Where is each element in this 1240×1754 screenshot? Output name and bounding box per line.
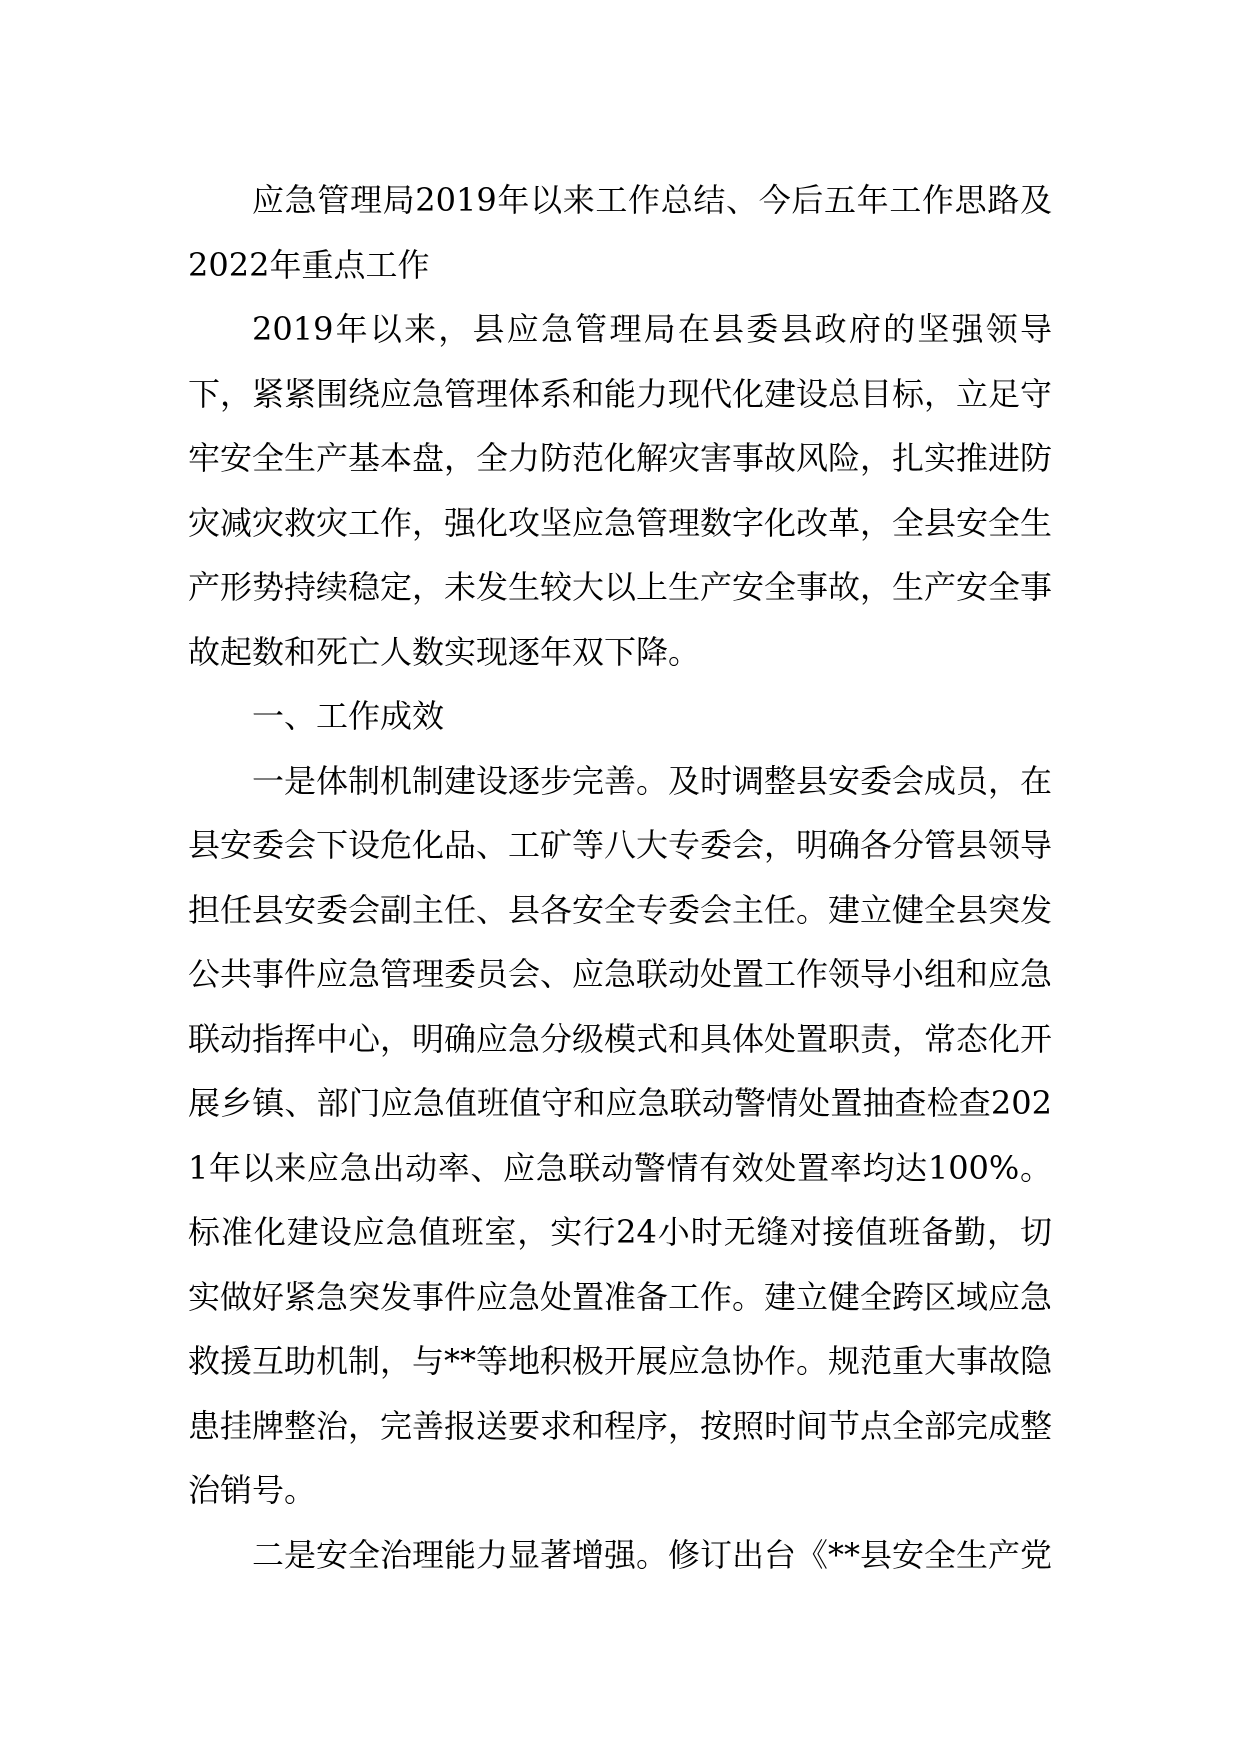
document-body <box>188 168 1052 1587</box>
document-title: 应急管理局2019年以来工作总结、今后五年工作思路及2022年重点工作 <box>188 181 1052 284</box>
section-heading: 一、工作成效 <box>252 697 445 735</box>
paragraph-institutional-mechanism: 一是体制机制建设逐步完善。及时调整县安委会成员，在县安委会下设危化品、工矿等八大专委会，明确各分管县领导担任县安委会副主任、县各安全专委会主任。建立健全县突发公共事件应急管理委员会、应急联动处置工作领导小组和应急联动指挥中心，明确应急分级模式和具体处置职责，常态化开展乡镇、部门应急值班值守和应急联动警情处置抽查检查2021年以来应急出动率、应急联动警情有效处置率均达100%。标准化建设应急值班室，实行24小时无缝对接值班备勤，切实做好紧急突发事件应急处置准备工作。建立健全跨区域应急救援互助机制，与**等地积极开展应急协作。规范重大事故隐患挂牌整治，完善报送要求和程序，按照时间节点全部完成整治销号。 <box>188 761 1053 1509</box>
intro-paragraph: 2019年以来，县应急管理局在县委县政府的坚强领导下，紧紧围绕应急管理体系和能力现代化建设总目标，立足守牢安全生产基本盘，全力防范化解灾害事故风险，扎实推进防灾减灾救灾工作，强化攻坚应急管理数字化改革，全县安全生产形势持续稳定，未发生较大以上生产安全事故，生产安全事故起数和死亡人数实现逐年双下降。 <box>188 310 1053 671</box>
paragraph-safety-governance: 二是安全治理能力显著增强。修订出台《**县安全生产党 <box>252 1535 1053 1574</box>
